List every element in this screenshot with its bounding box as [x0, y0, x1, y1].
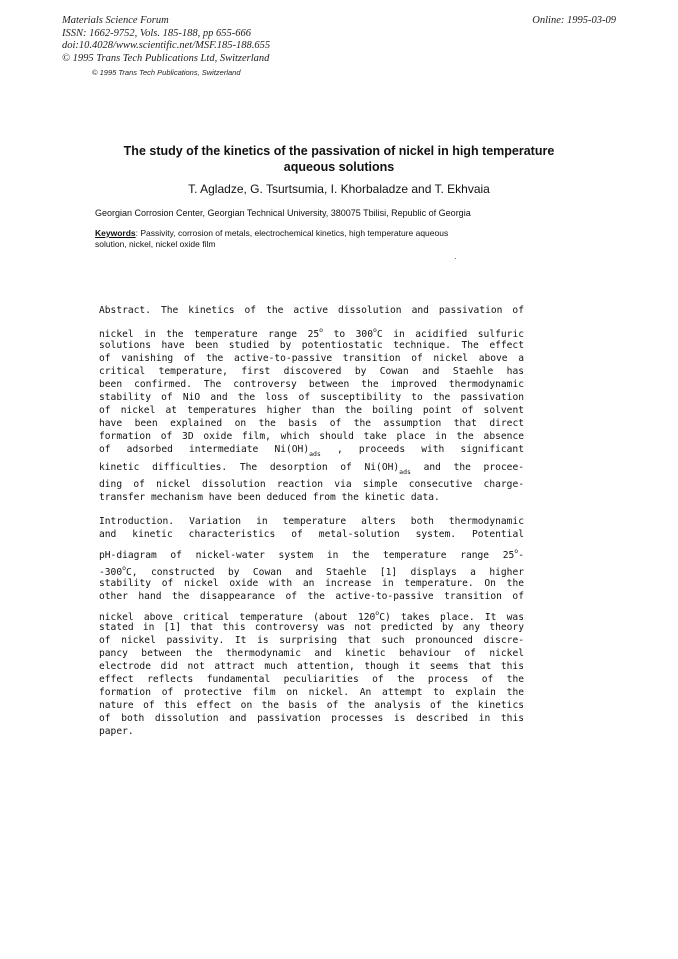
abstract-line: have been explained on the basis of the assumption that direct [99, 418, 524, 429]
abstract-line: of adsorbed intermediate $Ni(OH)_{ads}$ , proceeds with significant [99, 444, 524, 458]
abstract-line: transfer mechanism have been deduced from the kinetic data. [99, 492, 440, 503]
intro-line: of nickel passivity. It is surprising that such pronounced discre- [99, 635, 524, 646]
intro-line: -300$^o$C, constructed by Cowan and Staehle [1] displays a higher [99, 564, 524, 578]
intro-line: effect reflects fundamental peculiarities of the process of the [99, 674, 524, 685]
affiliation: Georgian Corrosion Center, Georgian Technical University, 380075 Tbilisi, Republic of Georgia [95, 208, 471, 218]
keywords [95, 228, 535, 250]
abstract-line: ding of nickel dissolution reaction via simple consecutive charge- [99, 479, 524, 490]
abstract-line: Abstract. The kinetics of the active dissolution and passivation of [99, 305, 524, 316]
publisher-copyright: © 1995 Trans Tech Publications, Switzerland [92, 68, 241, 77]
copyright-line: © 1995 Trans Tech Publications Ltd, Switzerland [62, 52, 270, 64]
journal-citation [62, 15, 270, 65]
intro-line: electrode did not attract much attention, though it seems that this [99, 661, 524, 672]
keywords-label: Keywords [95, 228, 136, 238]
abstract-line: stability of NiO and the loss of susceptibility to the passivation [99, 392, 524, 403]
scan-speck [455, 258, 456, 259]
intro-line: pancy between the thermodynamic and kinetic behaviour of nickel [99, 648, 524, 659]
intro-line: formation of protective film on nickel. An attempt to explain the [99, 687, 524, 698]
abstract-line: formation of 3D oxide film, which should take place in the absence [99, 431, 524, 442]
intro-line: pH-diagram of nickel-water system in the temperature range 25$^o$- [99, 547, 524, 561]
intro-line: Introduction. Variation in temperature alters both thermodynamic [99, 516, 524, 527]
intro-line: stability of nickel oxide with an increase in temperature. On the [99, 578, 524, 589]
title-line-2: aqueous solutions [283, 160, 395, 174]
abstract-line: been confirmed. The controversy between the improved thermodynamic [99, 379, 524, 390]
authors: T. Agladze, G. Tsurtsumia, I. Khorbaladze and T. Ekhvaia [188, 182, 490, 196]
title-line-1: The study of the kinetics of the passivation of nickel in high temperature [123, 144, 555, 158]
intro-line: stated in [1] that this controversy was not predicted by any theory [99, 622, 524, 633]
abstract-line: of vanishing of the active-to-passive transition of nickel above a [99, 353, 524, 364]
abstract-line: of nickel at temperatures higher than the boiling point of solvent [99, 405, 524, 416]
intro-line: nickel above critical temperature (about 120$^o$C) takes place. It was [99, 609, 524, 623]
journal-name: Materials Science Forum [62, 15, 169, 26]
intro-line: nature of this effect on the basis of the analysis of the kinetics [99, 700, 524, 711]
abstract-line: kinetic difficulties. The desorption of $Ni(OH)_{ads}$ and the procee- [99, 462, 524, 476]
intro-line: other hand the disappearance of the active-to-passive transition of [99, 591, 524, 602]
intro-line: and kinetic characteristics of metal-solution system. Potential [99, 529, 524, 540]
keywords-text-1: : Passivity, corrosion of metals, electrochemical kinetics, high temperature aqueous [135, 228, 449, 238]
intro-line: paper. [99, 726, 134, 737]
keywords-text-2: solution, nickel, nickel oxide film [95, 239, 216, 249]
abstract-line: solutions have been studied by potentiostatic technique. The effect [99, 340, 524, 351]
doi-line: doi:10.4028/www.scientific.net/MSF.185-188.655 [62, 40, 271, 51]
issn-line: ISSN: 1662-9752, Vols. 185-188, pp 655-666 [62, 27, 251, 39]
online-date: Online: 1995-03-09 [532, 15, 616, 26]
abstract-line: nickel in the temperature range 25$^o$ to 300$^o$C in acidified sulfuric [99, 326, 524, 340]
abstract-line: critical temperature, first discovered by Cowan and Staehle has [99, 366, 524, 377]
intro-line: of both dissolution and passivation processes is described in this [99, 713, 524, 724]
paper-title [70, 143, 608, 175]
